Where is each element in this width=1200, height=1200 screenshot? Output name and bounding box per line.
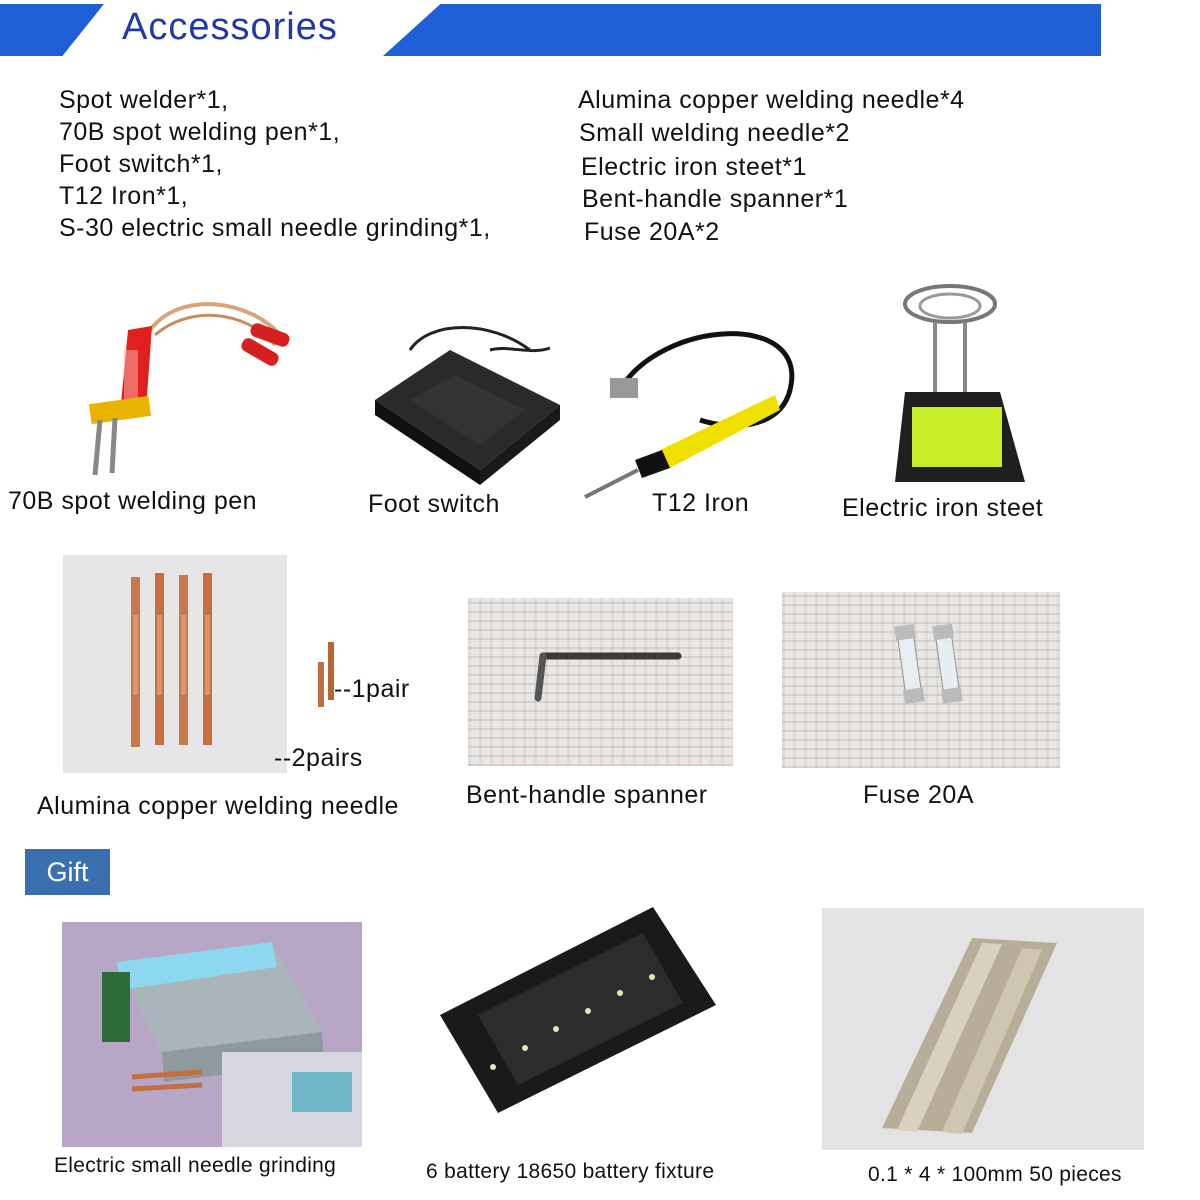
accessory-item: Fuse 20A*2 bbox=[584, 218, 720, 246]
accessory-item: Alumina copper welding needle*4 bbox=[578, 86, 965, 114]
needle-grinder-image bbox=[62, 922, 362, 1147]
banner-left-shape bbox=[0, 4, 104, 56]
accessory-item: Electric iron steet*1 bbox=[581, 153, 807, 181]
accessory-item: Foot switch*1, bbox=[59, 150, 224, 178]
nickel-strips-image bbox=[822, 908, 1144, 1150]
fuse-caption: Fuse 20A bbox=[863, 781, 975, 809]
accessory-item: Bent-handle spanner*1 bbox=[582, 185, 849, 213]
accessory-item: 70B spot welding pen*1, bbox=[59, 118, 341, 146]
grinder-caption: Electric small needle grinding bbox=[54, 1154, 337, 1177]
one-pair-label: --1pair bbox=[334, 675, 410, 703]
spanner-caption: Bent-handle spanner bbox=[466, 781, 708, 809]
iron-stand-caption: Electric iron steet bbox=[842, 494, 1044, 522]
t12-iron-image bbox=[580, 310, 815, 500]
spanner-image bbox=[468, 598, 733, 766]
gift-badge: Gift bbox=[25, 849, 110, 895]
copper-needles-image bbox=[63, 555, 287, 773]
fuse-image bbox=[782, 592, 1060, 768]
banner-right-shape bbox=[383, 4, 1101, 56]
strips-caption: 0.1 * 4 * 100mm 50 pieces bbox=[868, 1163, 1122, 1186]
accessory-item: T12 Iron*1, bbox=[59, 182, 189, 210]
accessory-item: Spot welder*1, bbox=[59, 86, 229, 114]
fixture-caption: 6 battery 18650 battery fixture bbox=[426, 1160, 715, 1183]
iron-stand-image bbox=[880, 282, 1035, 490]
pen-caption: 70B spot welding pen bbox=[8, 487, 258, 515]
foot-switch-image bbox=[370, 320, 565, 490]
two-pairs-label: --2pairs bbox=[274, 744, 363, 772]
accessory-item: S-30 electric small needle grinding*1, bbox=[59, 214, 491, 242]
needle-caption: Alumina copper welding needle bbox=[37, 792, 399, 820]
spot-welding-pen-image bbox=[80, 290, 295, 480]
page-title: Accessories bbox=[122, 6, 338, 48]
accessory-item: Small welding needle*2 bbox=[579, 119, 850, 147]
iron-caption: T12 Iron bbox=[652, 489, 750, 517]
foot-switch-caption: Foot switch bbox=[368, 490, 500, 518]
battery-fixture-image bbox=[438, 905, 718, 1115]
